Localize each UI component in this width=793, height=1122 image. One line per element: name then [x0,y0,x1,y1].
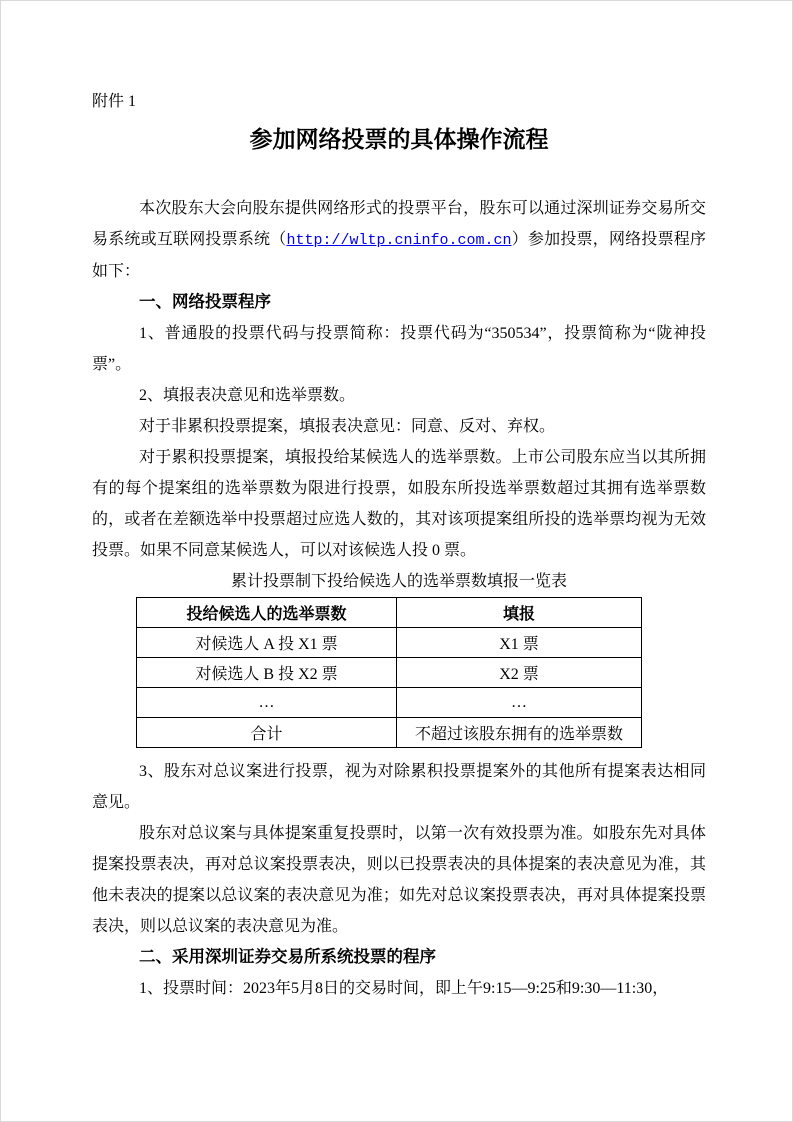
table-header-votes: 投给候选人的选举票数 [137,598,397,628]
section2-heading: 二、采用深圳证券交易所系统投票的程序 [139,948,436,966]
table-cell-ellipsis-left: … [137,688,397,718]
table-header-row [137,598,642,628]
table-cell-total-label: 合计 [137,718,397,748]
intro-text-before-link: 本次股东大会向股东提供网络形式的投票平台，股东可以通过深圳证券交易所交易系统或互联网投票系统（ [92,200,706,248]
section1-paragraph-1: 1、普通股的投票代码与投票简称：投票代码为“350534”，投票简称为“陇神投票”。 [92,325,706,373]
section1-paragraph-2: 2、填报表决意见和选举票数。 [139,387,356,404]
attachment-label: 附件 1 [92,93,137,110]
section1-paragraph-4: 对于累积投票提案，填报投给某候选人的选举票数。上市公司股东应当以其所拥有的每个提案组的选举票数为限进行投票，如股东所投选举票数超过其拥有选举票数的，或者在差额选举中投票超过应选人数的，其对该项提案组所投的选举票均视为无效投票。如果不同意某候选人，可以对该候选人投 0 票。 [92,449,706,559]
section1-heading: 一、网络投票程序 [139,293,271,311]
table-header-fill: 填报 [397,598,642,628]
intro-text-after-link: ）参加投票，网络投票程序如下： [92,231,706,280]
page-title: 参加网络投票的具体操作流程 [249,126,549,152]
table-cell-ellipsis-right: … [397,688,642,718]
voting-system-link[interactable]: http://wltp.cninfo.com.cn [286,232,512,249]
table-row [137,688,642,718]
table-cell-candidate-b: 对候选人 B 投 X2 票 [137,658,397,688]
section1-paragraph-3: 对于非累积投票提案，填报表决意见：同意、反对、弃权。 [139,418,556,435]
section1-paragraph-6: 股东对总议案与具体提案重复投票时，以第一次有效投票为准。如股东先对具体提案投票表决，再对总议案投票表决，则以已投票表决的具体提案的表决意见为准，其他未表决的提案以总议案的表决意见为准；如先对总议案投票表决，再对具体提案投票表决，则以总议案的表决意见为准。 [92,825,706,935]
cumulative-vote-table [136,597,642,748]
table-cell-x1: X1 票 [397,628,642,658]
table-row [137,658,642,688]
vote-table-caption: 累计投票制下投给候选人的选举票数填报一览表 [230,573,567,590]
section1-paragraph-5: 3、股东对总议案进行投票，视为对除累积投票提案外的其他所有提案表达相同意见。 [92,763,706,811]
table-row [137,718,642,748]
intro-paragraph [92,193,706,287]
section2-paragraph-1: 1、投票时间：2023年5月8日的交易时间，即上午9:15—9:25和9:30—11:30， [139,980,669,997]
table-cell-total-value: 不超过该股东拥有的选举票数 [397,718,642,748]
table-cell-x2: X2 票 [397,658,642,688]
table-row [137,628,642,658]
table-cell-candidate-a: 对候选人 A 投 X1 票 [137,628,397,658]
